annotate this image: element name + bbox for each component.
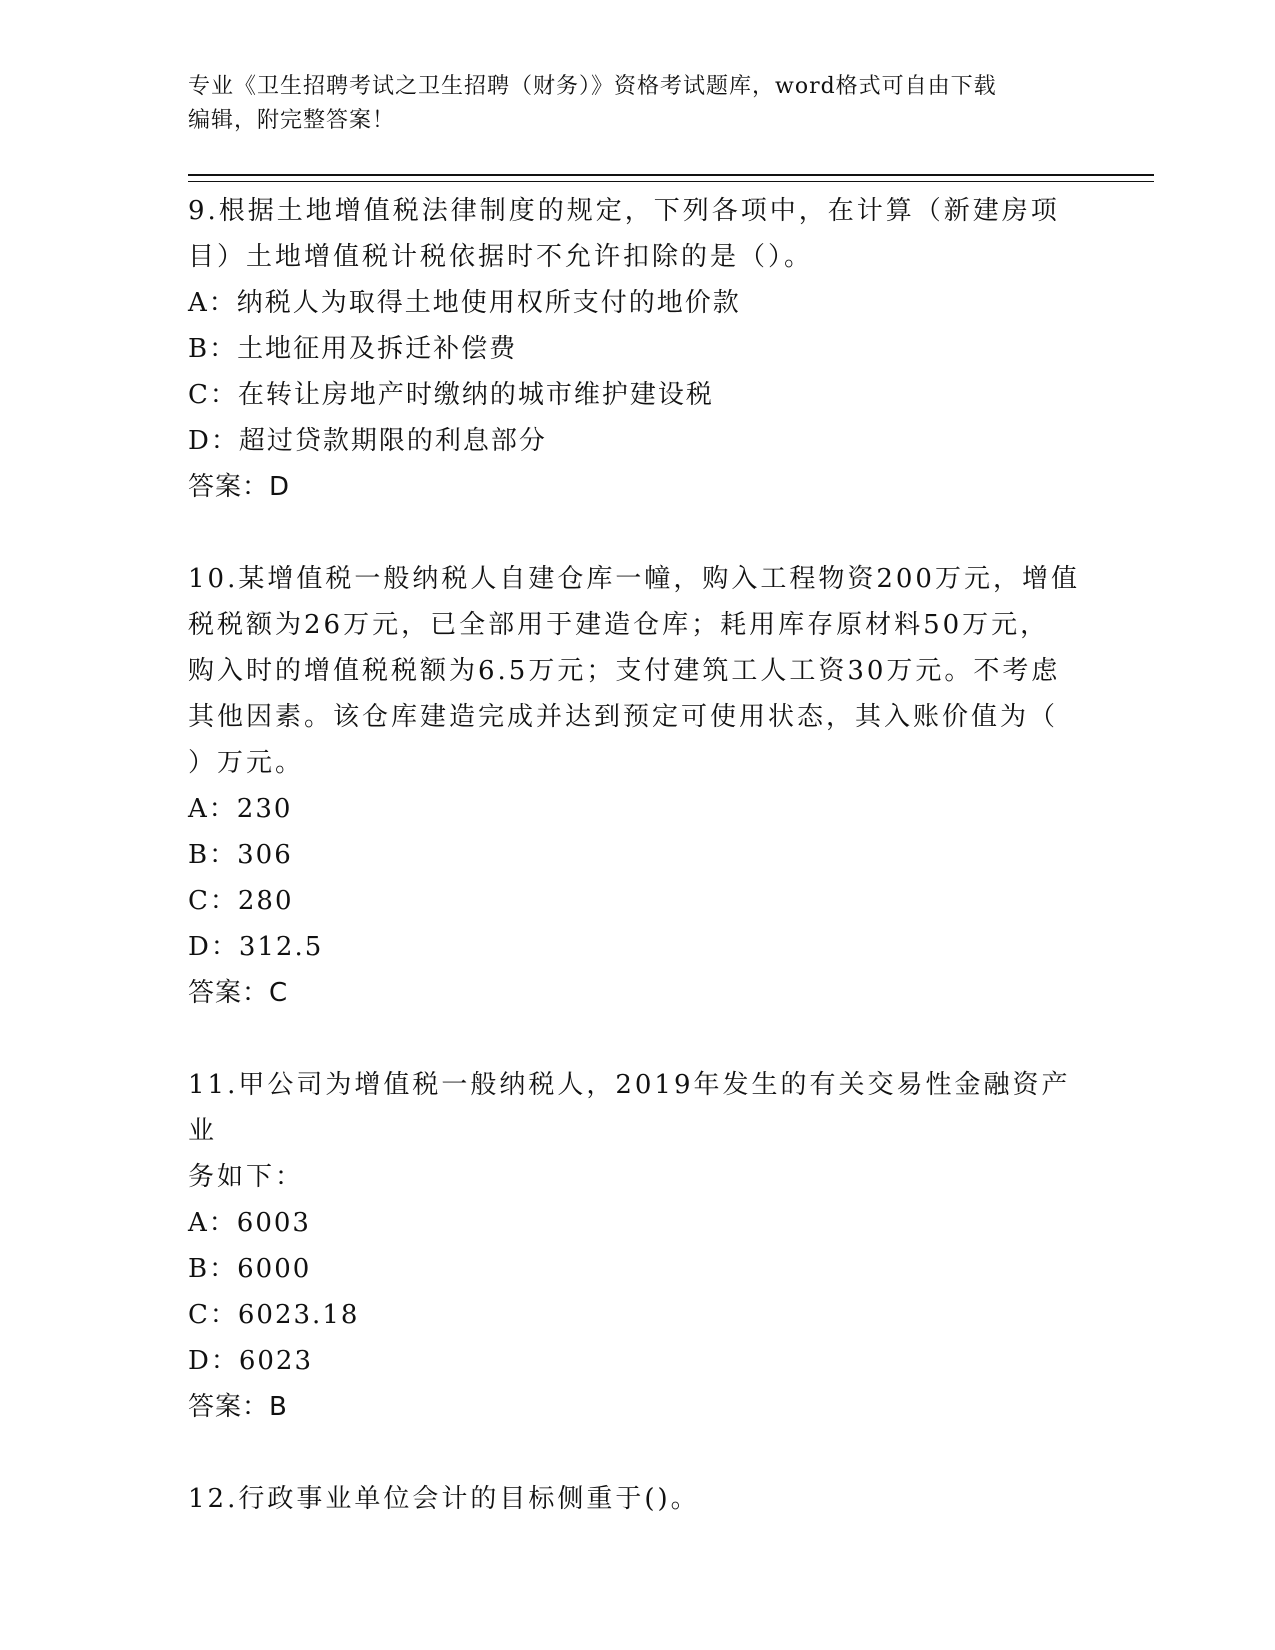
option-c: C：280 [188,886,294,916]
answer-line: 答案：C [188,978,289,1008]
option-a: A：6003 [188,1208,311,1238]
header-line-1: 专业《卫生招聘考试之卫生招聘（财务）》资格考试题库，word格式可自由下载 [188,74,997,99]
question-text-line: 目）土地增值税计税依据时不允许扣除的是（）。 [188,242,814,272]
option-c: C：6023.18 [188,1300,360,1330]
question-gap [188,510,1088,556]
question-9 [188,188,1088,510]
answer-line: 答案：D [188,472,291,502]
question-list [188,188,1088,1522]
option-d: D：312.5 [188,932,324,962]
question-text-line: 11.甲公司为增值税一般纳税人，2019年发生的有关交易性金融资产业 [188,1070,1071,1146]
option-d: D：超过贷款期限的利息部分 [188,426,547,456]
question-text-line: 务如下： [188,1162,305,1192]
option-b: B：6000 [188,1254,312,1284]
question-text-line: 12.行政事业单位会计的目标侧重于()。 [188,1484,700,1514]
option-b: B：土地征用及拆迁补偿费 [188,334,518,364]
question-text-line: ）万元。 [188,748,305,778]
question-text-line: 10.某增值税一般纳税人自建仓库一幢，购入工程物资200万元，增值 [188,564,1080,594]
question-text-line: 税税额为26万元，已全部用于建造仓库；耗用库存原材料50万元， [188,610,1050,640]
option-d: D：6023 [188,1346,314,1376]
header-line-2: 编辑，附完整答案！ [188,108,396,133]
header-rule-thick [188,174,1154,176]
question-text-line: 9.根据土地增值税法律制度的规定，下列各项中，在计算（新建房项 [188,196,1060,226]
question-text-line: 购入时的增值税税额为6.5万元；支付建筑工人工资30万元。不考虑 [188,656,1061,686]
question-11 [188,1062,1088,1430]
question-10 [188,556,1088,1016]
question-gap [188,1016,1088,1062]
option-b: B：306 [188,840,293,870]
question-text-line: 其他因素。该仓库建造完成并达到预定可使用状态，其入账价值为（ [188,702,1059,732]
header-rule-thin [188,181,1154,182]
question-12 [188,1476,1088,1522]
option-a: A：纳税人为取得土地使用权所支付的地价款 [188,288,741,318]
option-c: C：在转让房地产时缴纳的城市维护建设税 [188,380,714,410]
option-a: A：230 [188,794,293,824]
answer-line: 答案：B [188,1392,288,1422]
question-gap [188,1430,1088,1476]
document-header [188,70,1088,138]
